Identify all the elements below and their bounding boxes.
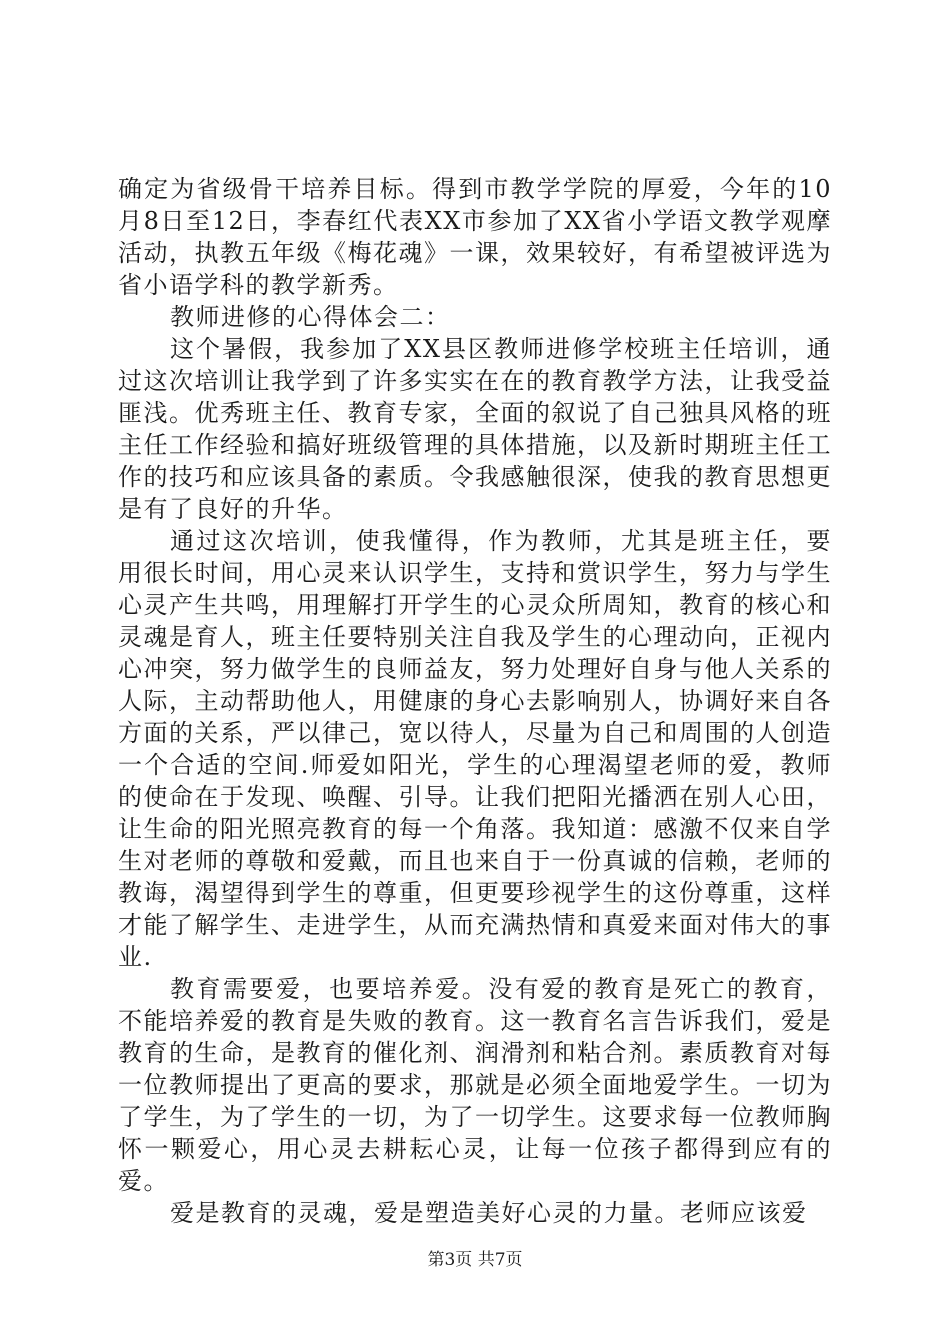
paragraph-5: 教育需要爱，也要培养爱。没有爱的教育是死亡的教育，不能培养爱的教育是失败的教育。这一教育名言告诉我们，爱是教育的生命，是教育的催化剂、润滑剂和粘合剂。素质教育对每一位教师提出了更高的要求，那就是必须全面地爱学生。一切为了学生，为了学生的一切，为了一切学生。这要求每一位教师胸怀一颗爱心，用心灵去耕耘心灵，让每一位孩子都得到应有的爱。	[118, 975, 832, 1195]
paragraph-1: 确定为省级骨干培养目标。得到市教学学院的厚爱，今年的10月8日至12日，李春红代表XX市参加了XX省小学语文教学观摩活动，执教五年级《梅花魂》一课，效果较好，有希望被评选为省小语学科的教学新秀。	[118, 175, 832, 299]
paragraph-4: 通过这次培训，使我懂得，作为教师，尤其是班主任，要用很长时间，用心灵来认识学生，支持和赏识学生，努力与学生心灵产生共鸣，用理解打开学生的心灵众所周知，教育的核心和灵魂是育人，班主任要特别关注自我及学生的心理动向，正视内心冲突，努力做学生的良师益友，努力处理好自身与他人关系的人际，主动帮助他人，用健康的身心去影响别人，协调好来自各方面的关系，严以律己，宽以待人，尽量为自己和周围的人创造一个合适的空间.师爱如阳光，学生的心理渴望老师的爱，教师的使命在于发现、唤醒、引导。让我们把阳光播洒在别人心田，让生命的阳光照亮教育的每一个角落。我知道：感激不仅来自学生对老师的尊敬和爱戴，而且也来自于一份真诚的信赖，老师的教诲，渴望得到学生的尊重，但更要珍视学生的这份尊重，这样才能了解学生、走进学生，从而充满热情和真爱来面对伟大的事业.	[118, 527, 832, 971]
paragraph-2-heading: 教师进修的心得体会二：	[170, 303, 451, 331]
paragraph-3: 这个暑假，我参加了XX县区教师进修学校班主任培训，通过这次培训让我学到了许多实实在在的教育教学方法，让我受益匪浅。优秀班主任、教育专家，全面的叙说了自己独具风格的班主任工作经验和搞好班级管理的具体措施，以及新时期班主任工作的技巧和应该具备的素质。令我感触很深，使我的教育思想更是有了良好的升华。	[118, 335, 832, 523]
paragraph-6: 爱是教育的灵魂，爱是塑造美好心灵的力量。老师应该爱	[170, 1199, 808, 1227]
document-body	[118, 173, 832, 1229]
page-number-footer: 第3页 共7页	[427, 1250, 523, 1270]
